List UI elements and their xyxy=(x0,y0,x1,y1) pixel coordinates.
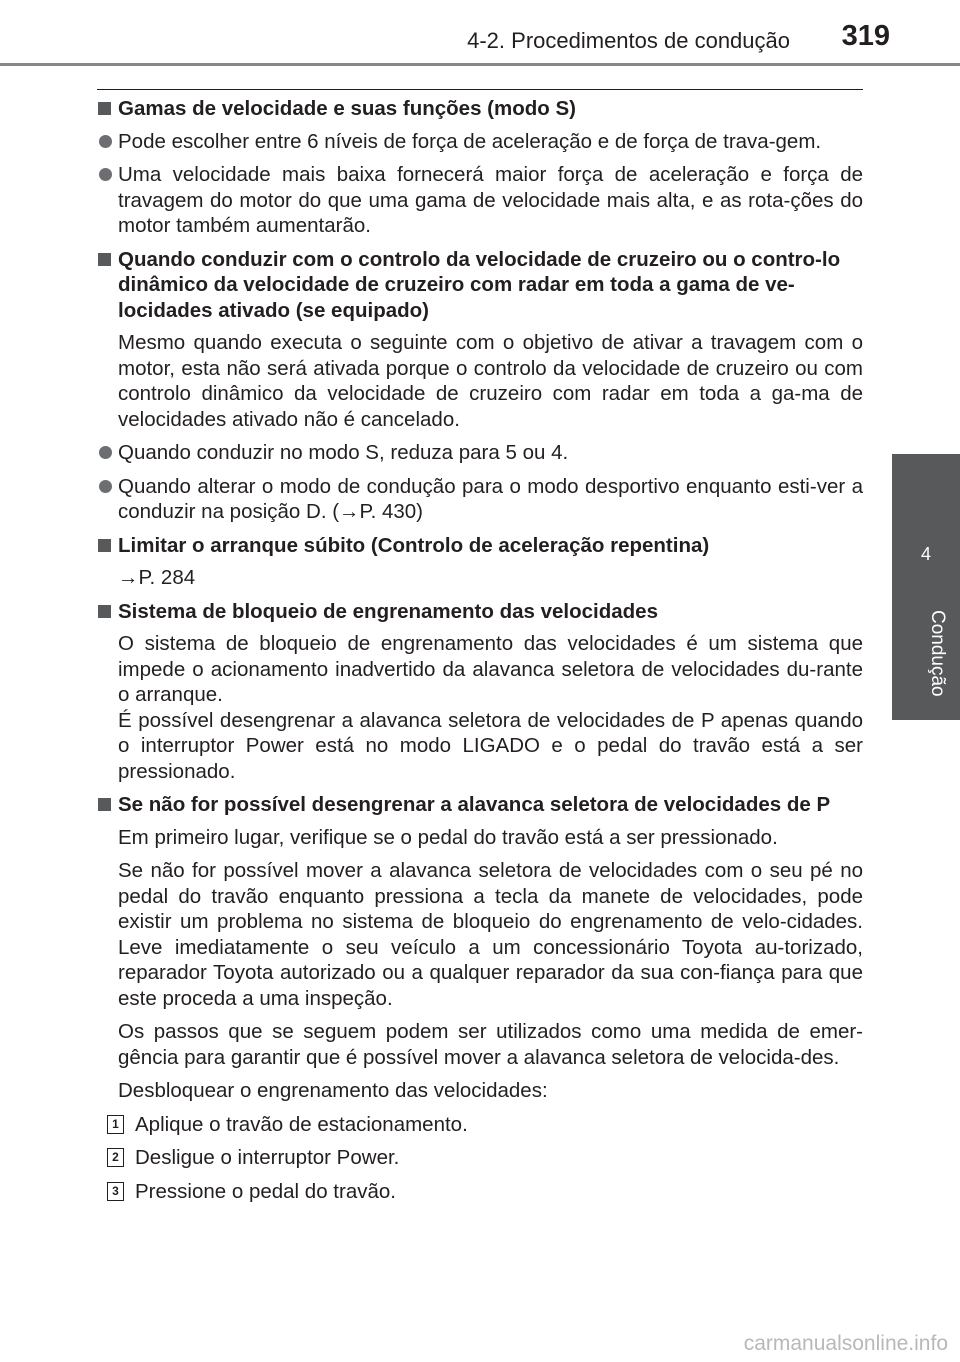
bullet-text: Pode escolher entre 6 níveis de força de aceleração e de força de trava-gem. xyxy=(118,129,822,153)
step-number-badge: 2 xyxy=(107,1148,124,1167)
step-item xyxy=(97,1145,863,1171)
bullet-item xyxy=(97,129,863,155)
chapter-label: Condução xyxy=(927,610,948,697)
paragraph: Os passos que se seguem podem ser utilizados como uma medida de emer-gência para garantir que é possível mover a alavanca seletora de velocida-des. xyxy=(118,1020,863,1069)
heading-text: Limitar o arranque súbito (Controlo de aceleração repentina) xyxy=(118,533,710,557)
paragraph: O sistema de bloqueio de engrenamento das velocidades é um sistema que impede o acionamento inadvertido da alavanca seletora de velocidades du-rante o arranque. xyxy=(118,632,863,706)
square-bullet-icon xyxy=(98,798,111,811)
page-number: 319 xyxy=(841,20,890,52)
section-heading xyxy=(97,792,863,818)
square-bullet-icon xyxy=(98,253,111,266)
paragraph: Mesmo quando executa o seguinte com o objetivo de ativar a travagem com o motor, esta não será ativada porque o controlo da velocidade de cruzeiro ou com controlo dinâmico da velocidade de cruzeiro com radar em toda a ga-ma de velocidades ativado não é cancelado. xyxy=(118,331,863,431)
step-item xyxy=(97,1112,863,1138)
page-reference: →P. 284 xyxy=(118,566,196,589)
step-item xyxy=(97,1179,863,1205)
section-heading xyxy=(97,533,863,559)
heading-text: Sistema de bloqueio de engrenamento das velocidades xyxy=(118,599,658,623)
step-number-badge: 3 xyxy=(107,1182,124,1201)
bullet-item xyxy=(97,162,863,239)
step-text: Desligue o interruptor Power. xyxy=(135,1146,400,1169)
section-title: 4-2. Procedimentos de condução xyxy=(467,28,790,53)
bullet-item xyxy=(97,474,863,525)
header-divider xyxy=(97,89,863,90)
bullet-text: Uma velocidade mais baixa fornecerá maior força de aceleração e força de travagem do motor do que uma gama de velocidade mais alta, e as rota-ções do motor também aumentarão. xyxy=(118,163,863,237)
round-bullet-icon xyxy=(99,168,112,181)
step-number-badge: 1 xyxy=(107,1115,124,1134)
site-watermark: carmanualsonline.info xyxy=(743,1332,948,1355)
section-heading xyxy=(97,247,863,324)
round-bullet-icon xyxy=(99,480,112,493)
heading-text: Quando conduzir com o controlo da velocidade de cruzeiro ou o contro-lo dinâmico da velocidade de cruzeiro com radar em toda a gama de ve-locidades ativado (se equipado) xyxy=(118,247,841,322)
square-bullet-icon xyxy=(98,539,111,552)
heading-text: Se não for possível desengrenar a alavanca seletora de velocidades de P xyxy=(118,793,831,816)
round-bullet-icon xyxy=(99,135,112,148)
chapter-label-tab[interactable] xyxy=(892,598,960,720)
paragraph: Se não for possível mover a alavanca seletora de velocidades com o seu pé no pedal do travão enquanto pressiona a tecla da manete de velocidades, pode existir um problema no sistema de bloqueio do engrenamento de velo-cidades. Leve imediatamente o seu veículo a um concessionário Toyota au-torizado, reparador Toyota autorizado ou a qualquer reparador da sua con-fiança para que este proceda a uma inspeção. xyxy=(118,859,863,1010)
page-header xyxy=(0,0,960,66)
chapter-number: 4 xyxy=(920,544,931,564)
square-bullet-icon xyxy=(98,102,111,115)
bullet-text: Quando conduzir no modo S, reduza para 5 ou 4. xyxy=(118,441,569,464)
page-content xyxy=(97,96,863,1212)
section-heading xyxy=(97,599,863,625)
bullet-text: Quando alterar o modo de condução para o modo desportivo enquanto esti-ver a conduzir na posição D. (→P. 430) xyxy=(118,474,863,523)
chapter-tab[interactable] xyxy=(892,454,960,598)
bullet-item xyxy=(97,440,863,466)
paragraph: Em primeiro lugar, verifique se o pedal do travão está a ser pressionado. xyxy=(118,825,778,849)
paragraph: Desbloquear o engrenamento das velocidades: xyxy=(118,1079,548,1102)
paragraph: É possível desengrenar a alavanca seletora de velocidades de P apenas quando o interruptor Power está no modo LIGADO e o pedal do travão está a ser pressionado. xyxy=(118,708,863,783)
step-text: Aplique o travão de estacionamento. xyxy=(135,1112,468,1136)
step-text: Pressione o pedal do travão. xyxy=(135,1179,396,1203)
round-bullet-icon xyxy=(99,446,112,459)
heading-text: Gamas de velocidade e suas funções (modo S) xyxy=(118,97,576,120)
section-heading xyxy=(97,96,863,122)
square-bullet-icon xyxy=(98,605,111,618)
